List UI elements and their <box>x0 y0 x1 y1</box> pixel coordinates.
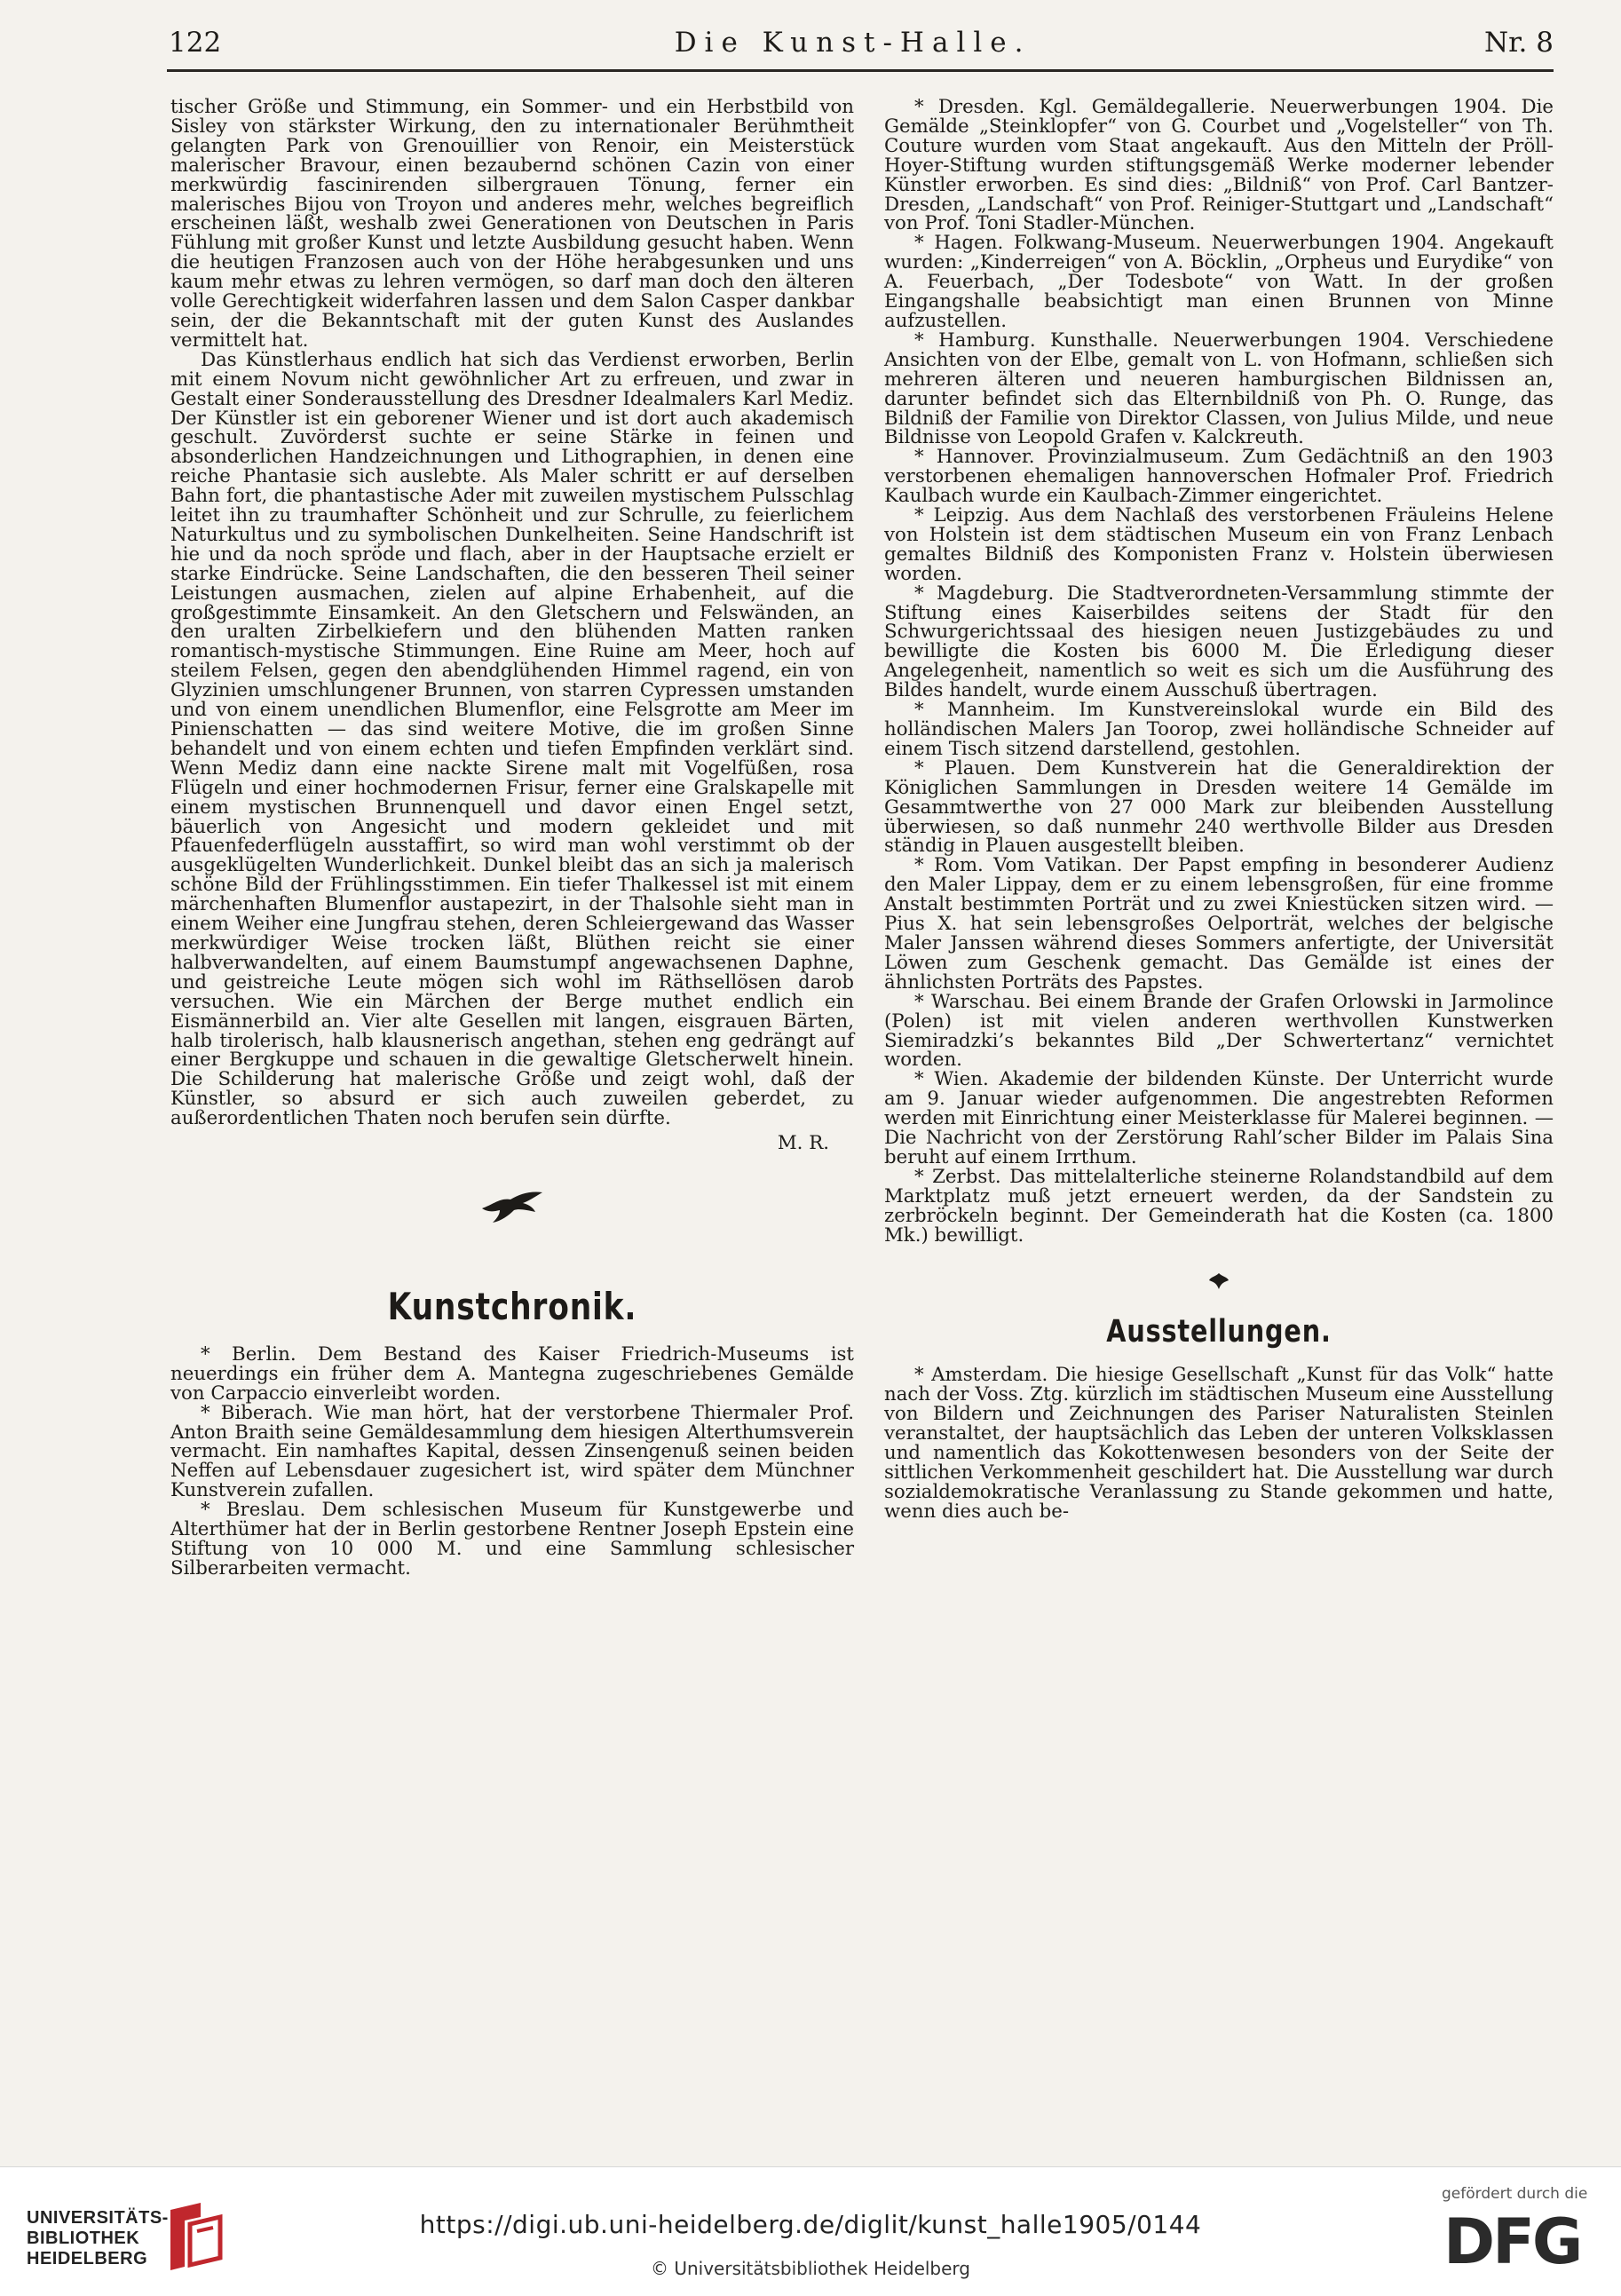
news-item-dresden: * Dresden. Kgl. Gemäldegallerie. Neuerwerbungen 1904. Die Gemälde „Steinklopfer“ von G. Courbet und „Vogelsteller“ von Th. Couture wurden vom Staat angekauft. Aus den Mitteln der Pröll-Hoyer-Stiftung wurden stiftungsgemäß Werke moderner lebender Künstler erworben. Es sind dies: „Bildniß“ von Prof. Carl Bantzer-Dresden, „Landschaft“ von Prof. Reiniger-Stuttgart und „Landschaft“ von Prof. Toni Stadler-München. <box>884 96 1554 235</box>
page-number: 122 <box>169 27 222 59</box>
article-paragraph: tischer Größe und Stimmung, ein Sommer- und ein Herbstbild von Sisley von stärkster Wirkung, den zu internationaler Berühmtheit gelangten Park von Grenouillier von Renoir, ein Meisterstück malerischer Bravour, einen bezaubernd schönen Cazin von einer merkwürdig fascinirenden silbergrauen Tönung, ferner ein malerisches Bijou von Troyon und anderes mehr, welches begreiflich erscheinen läßt, weshalb zwei Generationen von Deutschen in Paris Fühlung mit großer Kunst und letzte Ausbildung gesucht haben. Wenn die heutigen Franzosen auch von der Höhe herabgesunken und uns kaum mehr etwas zu lehren vermögen, so darf man doch den älteren volle Gerechtigkeit widerfahren lassen und dem Salon Casper dankbar sein, der die Bekanntschaft mit der guten Kunst des Auslandes vermittelt hat. <box>170 96 854 352</box>
news-item-warschau: * Warschau. Bei einem Brande der Grafen Orlowski in Jarmolince (Polen) ist mit vielen anderen werthvollen Kunstwerken Siemiradzki’s bekanntes Bild „Der Schwertertanz“ vernichtet worden. <box>884 990 1554 1072</box>
section-heading-ausstellungen: Ausstellungen. <box>1106 1314 1332 1350</box>
news-item-hannover: * Hannover. Provinzialmuseum. Zum Gedächtniß an den 1903 verstorbenen ehemaligen hannoverschen Hofmaler Prof. Friedrich Kaulbach wurde ein Kaulbach-Zimmer eingerichtet. <box>884 446 1554 508</box>
article-paragraph: Das Künstlerhaus endlich hat sich das Verdienst erworben, Berlin mit einem Novum nicht gewöhnlicher Art zu erfreuen, und zwar in Gestalt einer Sonderausstellung des Dresdner Idealmalers Karl Mediz. Der Künstler ist ein geborener Wiener und ist dort auch akademisch geschult. Zuvörderst suchte er seine Stärke in feinen und absonderlichen Handzeichnungen und Lithographien, in denen eine reiche Phantasie sich auslebte. Als Maler schritt er auf derselben Bahn fort, die phantastische Ader mit zuweilen mystischem Pulsschlag leitet ihn zu traumhafter Schönheit und zur Schrulle, zu feierlichem Naturkultus und zu symbolischen Dunkelheiten. Seine Handschrift ist hie und da noch spröde und flach, aber in der Hauptsache erzielt er starke Eindrücke. Seine Landschaften, die den besseren Theil seiner Leistungen ausmachen, zielen auf alpine Erhabenheit, auf die großgestimmte Einsamkeit. An den Gletschern und Felswänden, an den uralten Zirbelkiefern und den blühenden Matten ranken romantisch-mystische Stimmungen. Eine Ruine am Meer, hoch auf steilem Felsen, gegen den abendglühenden Himmel ragend, ein von Glyzinien umschlungener Brunnen, von starren Cypressen umstanden und von einem unendlichen Blumenflor, eine Felsgrotte am Meer im Pinienschatten — das sind weitere Motive, die im großen Sinne behandelt und von einem echten und tiefen Empfinden verklärt sind. Wenn Mediz dann eine nackte Sirene malt mit Vogelfüßen, rosa Flügeln und einer hochmodernen Frisur, ferner eine Gralskapelle mit einem mystischen Brunnenquell und davor einen Engel setzt, bäuerlich von Angesicht und modern gekleidet und mit Pfauenfederflügeln ausstaffirt, so wird man wohl verstimmt ob der ausgeklügelten Wunderlichkeit. Dunkel bleibt das an sich ja malerisch schöne Bild der Frühlingsstimmen. Ein tiefer Thalkessel ist mit einem märchenhaften Blumenflor austapezirt, in der Thalsohle sieht man in einem Weiher eine Jungfrau stehen, deren Schleiergewand das Wasser merkwürdiger Weise trocken läßt, Blüthen reicht sie einer halbverwandelten, auf einem Baumstumpf angewachsenen Daphne, und geistreiche Leute mögen sich wohl im Räthsellösen darob versuchen. Wie ein Märchen der Berge muthet endlich ein Eismännerbild an. Vier alte Gesellen mit langen, eisgrauen Bärten, halb tirolerisch, halb klausnerisch angethan, stehen eng gedrängt auf einer Bergkuppe und schauen in die gewaltige Gletscherwelt hinein. Die Schilderung hat malerische Größe und zeigt wohl, daß der Künstler, so absurd er sich auch zuweilen geberdet, zu außerordentlichen Thaten noch berufen sein dürfte. <box>170 348 854 1130</box>
news-item-berlin: * Berlin. Dem Bestand des Kaiser Friedrich-Museums ist neuerdings ein früher dem A. Mantegna zugeschriebenes Gemälde von Carpaccio einverleibt worden. <box>170 1342 854 1405</box>
news-item-hagen: * Hagen. Folkwang-Museum. Neuerwerbungen 1904. Angekauft wurden: „Kinderreigen“ von A. Böcklin, „Orpheus und Eurydike“ von A. Feuerbach, „Der Todesbote“ von Watt. In der großen Eingangshalle beabsichtigt man einen Brunnen von Minne aufzustellen. <box>884 232 1554 332</box>
viewer-footer <box>0 2166 1621 2296</box>
library-name: UNIVERSITÄTS- BIBLIOTHEK HEIDELBERG <box>27 2208 169 2268</box>
news-item-rom: * Rom. Vom Vatikan. Der Papst empfing in besonderer Audienz den Maler Lippay, dem er zu einem lebensgroßen, für eine fromme Anstalt bestimmten Porträt und zu zwei Kniestücken sitzen wird. — Pius X. hat sein lebensgroßes Oelporträt, welches der belgische Maler Janssen während dieses Sommers anfertigte, der Universität Löwen zum Geschenk gemacht. Das Gemälde ist eines der ähnlichsten Porträts des Papstes. <box>884 854 1554 994</box>
section-heading-kunstchronik: Kunstchronik. <box>387 1284 637 1328</box>
news-item-leipzig: * Leipzig. Aus dem Nachlaß des verstorbenen Fräuleins Helene von Holstein ist dem städtischen Museum ein von Franz Lenbach gemaltes Bildniß des Komponisten Franz v. Holstein überwiesen worden. <box>884 504 1554 585</box>
news-item-plauen: * Plauen. Dem Kunstverein hat die Generaldirektion der Königlichen Sammlungen in Dresden weitere 14 Gemälde im Gesammtwerthe von 27 000 Mark zur bleibenden Ausstellung überwiesen, so daß nunmehr 240 werthvolle Bilder aus Dresden ständig in Plauen ausgestellt bleiben. <box>884 756 1554 858</box>
news-item-mannheim: * Mannheim. Im Kunstvereinslokal wurde ein Bild des holländischen Malers Jan Toorop, zwei holländische Schneider auf einem Tisch sitzend darstellend, gestohlen. <box>884 699 1554 760</box>
news-item-breslau: * Breslau. Dem schlesischen Museum für Kunstgewerbe und Alterthümer hat der in Berlin gestorbene Rentner Joseph Epstein eine Stiftung von 10 000 M. und eine Sammlung schlesischer Silberarbeiten vermacht. <box>170 1499 854 1579</box>
news-item-magdeburg: * Magdeburg. Die Stadtverordneten-Versammlung stimmte der Stiftung eines Kaiserbildes seitens der Stadt für den Schwurgerichtssaal des hiesigen neuen Justizgebäudes zu und bewilligte die Kosten bis 6000 M. Die Erledigung dieser Angelegenheit, namentlich so weit es sich um die Ausführung des Bildes handelt, wurde einem Ausschuß übertragen. <box>884 582 1554 702</box>
copyright-notice: © Universitätsbibliothek Heidelberg <box>650 2258 970 2279</box>
author-signature: M. R. <box>777 1132 829 1155</box>
running-header <box>169 27 1554 62</box>
left-column <box>170 98 854 1579</box>
news-item-wien: * Wien. Akademie der bildenden Künste. Der Unterricht wurde am 9. Januar wieder aufgenommen. Die angestrebten Reformen werden mit Einrichtung einer Meisterklasse für Malerei beginnen. — Die Nachricht von der Zerstörung Rahl’scher Bilder im Palais Sina beruht auf einem Irrthum. <box>884 1068 1554 1168</box>
news-item-biberach: * Biberach. Wie man hört, hat der verstorbene Thiermaler Prof. Anton Braith seine Gemäldesammlung dem hiesigen Alterthumsverein vermacht. Ein namhaftes Kapital, dessen Zinsengenuß seinen beiden Neffen auf Lebensdauer zugesichert ist, wird später dem Münchner Kunstverein zufallen. <box>170 1401 854 1502</box>
funding-caption: gefördert durch die <box>1442 2185 1588 2203</box>
permalink-url[interactable]: https://digi.ub.uni-heidelberg.de/diglit/kunst_halle1905/0144 <box>419 2210 1202 2239</box>
dfg-logo[interactable]: DFG <box>1443 2205 1581 2278</box>
header-rule <box>167 69 1554 72</box>
issue-number: Nr. 8 <box>1484 27 1554 59</box>
news-item-hamburg: * Hamburg. Kunsthalle. Neuerwerbungen 1904. Verschiedene Ansichten von der Elbe, gemalt von L. von Hofmann, schließen sich mehreren älteren und neueren hamburgischen Bildnissen an, darunter befindet sich das Elternbildniß von Ph. O. Runge, das Bildniß der Familie von Direktor Classen, von Julius Milde, und neue Bildnisse von Leopold Grafen v. Kalckreuth. <box>884 329 1554 449</box>
news-item-amsterdam: * Amsterdam. Die hiesige Gesellschaft „Kunst für das Volk“ hatte nach der Voss. Ztg. kürzlich im städtischen Museum eine Ausstellung von Bildern und Zeichnungen des Pariser Naturalisten Steinlen veranstaltet, der hauptsächlich das Leben der unteren Volksklassen und namentlich das Kokottenwesen besonders von der Seite der sittlichen Verkommenheit geschildert hat. Die Ausstellung war durch sozialdemokratische Veranlassung zu Stande gekommen und hatte, wenn dies auch be- <box>884 1364 1554 1523</box>
right-column <box>884 98 1554 1522</box>
bird-ornament-icon <box>170 1189 854 1224</box>
news-item-zerbst: * Zerbst. Das mittelalterliche steinerne Rolandstandbild auf dem Marktplatz muß jetzt erneuert werden, da der Sandstein zu zerbröckeln beginnt. Der Gemeinderath hat die Kosten (ca. 1800 Mk.) bewilligt. <box>884 1165 1554 1247</box>
journal-title: Die Kunst-Halle. <box>674 27 1032 59</box>
leaf-ornament-icon <box>884 1271 1554 1291</box>
